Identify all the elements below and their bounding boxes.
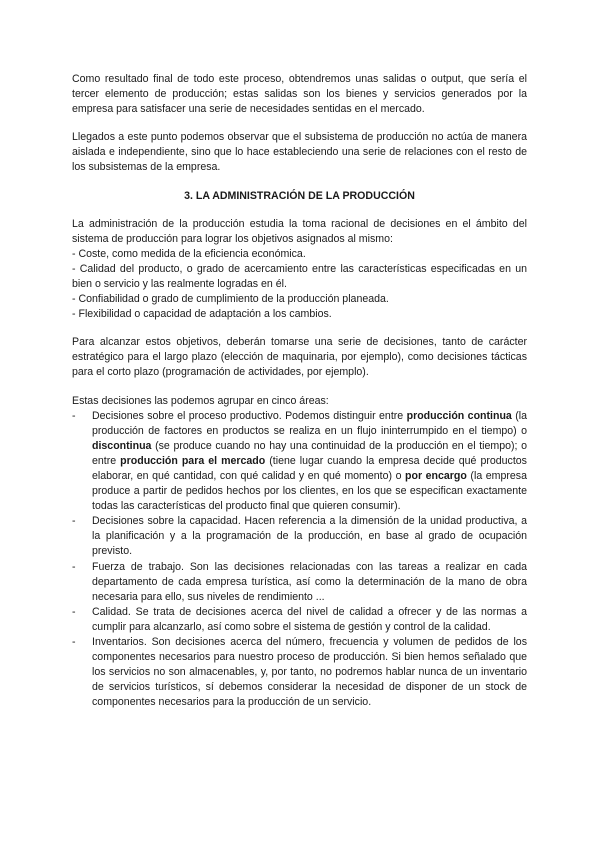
- area-text: Calidad. Se trata de decisiones acerca del nivel de calidad a ofrecer y de las normas a cumplir para alcanzarlo, así como sobre el sistema de gestión y control de la calidad.: [92, 605, 527, 633]
- area-text: Fuerza de trabajo. Son las decisiones relacionadas con las tareas a realizar en cada departamento de cada empresa turística, así como la determinación de la mano de obra necesaria para ello, sus niveles de rendimiento ...: [92, 560, 527, 603]
- paragraph-areas-intro: Estas decisiones las podemos agrupar en cinco áreas:: [72, 394, 329, 407]
- list-item: [72, 560, 527, 605]
- list-dash: -: [72, 560, 76, 573]
- areas-list: [72, 409, 527, 711]
- objective-cost: - Coste, como medida de la eficiencia económica.: [72, 247, 306, 260]
- list-item: [72, 409, 527, 515]
- paragraph-subsystem-relations: Llegados a este punto podemos observar que el subsistema de producción no actúa de manera aislada e independiente, sino que lo hace estableciendo una serie de relaciones con el resto de los subsistemas de la empresa.: [72, 131, 527, 174]
- list-dash: -: [72, 409, 76, 422]
- section-heading: 3. LA ADMINISTRACIÓN DE LA PRODUCCIÓN: [184, 189, 415, 202]
- paragraph-outputs: Como resultado final de todo este proceso, obtendremos unas salidas o output, que sería el tercer elemento de producción; estas salidas son los bienes y servicios generados por la empresa para satisfacer una serie de necesidades sentidas en el mercado.: [72, 73, 527, 116]
- area-text: (se produce cuando no hay una continuidad de la producción en el tiempo); o entre: [92, 439, 527, 467]
- area-text: Decisiones sobre el proceso productivo. Podemos distinguir entre: [92, 409, 407, 422]
- list-dash: -: [72, 515, 76, 528]
- paragraph-decisions: Para alcanzar estos objetivos, deberán tomarse una serie de decisiones, tanto de carácter estratégico para el largo plazo (elección de maquinaria, por ejemplo), como decisiones tácticas para el corto plazo (programación de actividades, por ejemplo).: [72, 336, 527, 379]
- list-dash: -: [72, 605, 76, 618]
- objective-flexibility: - Flexibilidad o capacidad de adaptación a los cambios.: [72, 308, 332, 321]
- area-bold: por encargo: [405, 469, 467, 482]
- list-item: [72, 635, 527, 710]
- list-item: [72, 514, 527, 559]
- area-bold: producción para el mercado: [120, 454, 266, 467]
- area-text: Inventarios. Son decisiones acerca del número, frecuencia y volumen de pedidos de los componentes necesarios para nuestro proceso de producción. Si bien hemos señalado que los servicios no son almacenables, y, por tanto, no podremos hablar nunca de un inventario de servicios turísticos, sí debemos considerar la necesidad de disponer de un stock de componentes necesarios para la producción de un servicio.: [92, 636, 527, 709]
- area-bold: producción continua: [406, 409, 512, 422]
- list-item: [72, 605, 527, 635]
- objective-quality: - Calidad del producto, o grado de acercamiento entre las características especificadas en un bien o servicio y las realmente logradas en él.: [72, 262, 527, 290]
- list-dash: -: [72, 636, 76, 648]
- area-text: (tiene lugar cuando la empresa decide qué productos elaborar, en qué cantidad, con qué calidad y en qué momento) o: [92, 454, 527, 482]
- area-bold: discontinua: [92, 439, 152, 452]
- paragraph-admin-intro: La administración de la producción estudia la toma racional de decisiones en el ámbito del sistema de producción para lograr los objetivos asignados al mismo:: [72, 217, 527, 245]
- objective-reliability: - Confiabilidad o grado de cumplimiento de la producción planeada.: [72, 293, 389, 306]
- document-page: [72, 72, 527, 710]
- area-text: (la empresa produce a partir de pedidos hechos por los clientes, en los que se especifican exactamente todas las características del producto final que quieren consumir).: [92, 469, 527, 513]
- area-text: Decisiones sobre la capacidad. Hacen referencia a la dimensión de la unidad productiva, a la planificación y a la programación de la producción, en base al grado de ocupación previsto.: [92, 515, 527, 558]
- area-text: (la producción de factores en productos se realiza en un flujo ininterrumpido en el tiempo) o: [92, 409, 527, 437]
